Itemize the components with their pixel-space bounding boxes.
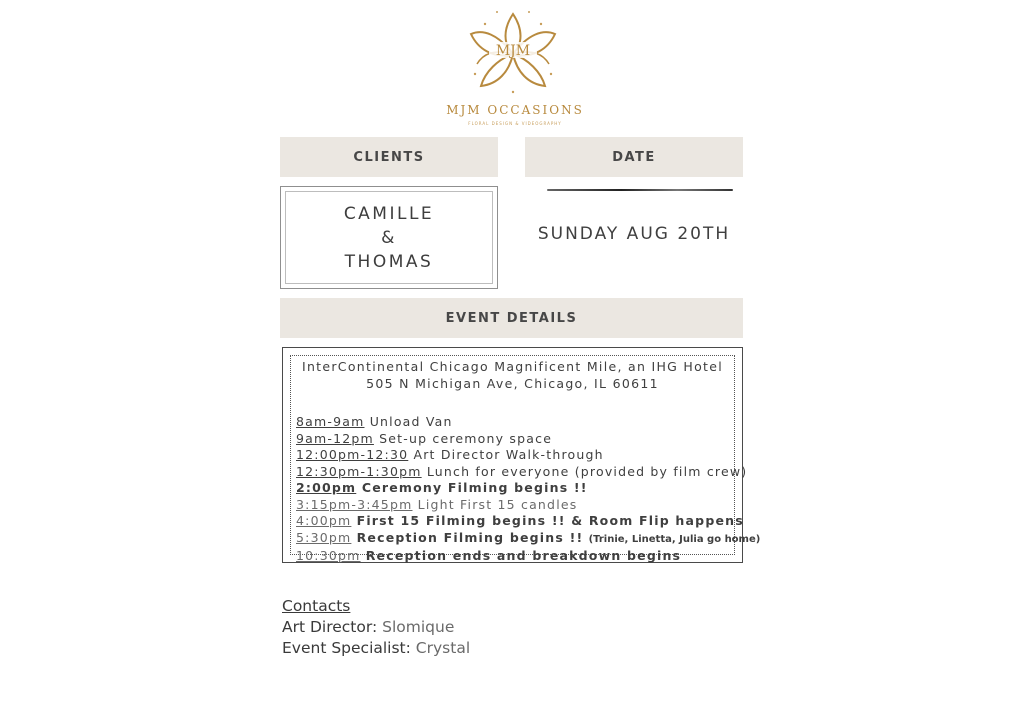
schedule-item (296, 548, 730, 565)
schedule-time: 10:30pm (296, 548, 361, 563)
date-header: DATE (525, 137, 743, 177)
schedule-desc: Art Director Walk-through (413, 447, 604, 462)
schedule-time: 8am-9am (296, 414, 365, 429)
schedule-time: 12:00pm-12:30 (296, 447, 409, 462)
schedule-desc: Unload Van (369, 414, 453, 429)
client-ampersand: & (381, 227, 397, 248)
clients-header: CLIENTS (280, 137, 498, 177)
schedule-time: 9am-12pm (296, 430, 374, 446)
schedule-item (296, 414, 730, 431)
schedule-desc: Reception ends and breakdown begins (365, 548, 682, 563)
contact-label: Event Specialist: (282, 639, 411, 657)
event-details-box (282, 347, 761, 563)
schedule-desc: Light First 15 candles (417, 496, 578, 512)
contact-value: Slomique (382, 618, 455, 636)
schedule-item (296, 447, 730, 464)
schedule-item (296, 497, 730, 514)
schedule-desc: Reception Filming begins !! (356, 529, 584, 545)
schedule-desc: Ceremony Filming begins !! (361, 480, 588, 495)
schedule-item (296, 431, 730, 448)
contacts-title: Contacts (282, 597, 351, 615)
venue-address: 505 N Michigan Ave, Chicago, IL 60611 (366, 376, 659, 391)
client-name-1: CAMILLE (343, 203, 435, 224)
schedule-item (296, 529, 761, 549)
client-name-2: THOMAS (344, 251, 434, 272)
clients-names (285, 191, 493, 284)
venue-name: InterContinental Chicago Magnificent Mile, an IHG Hotel (301, 359, 724, 374)
contact-art-director (282, 617, 470, 638)
svg-text:MJM: MJM (495, 43, 531, 59)
brand-name: MJM OCCASIONS (446, 103, 584, 117)
schedule-item (296, 480, 730, 497)
schedule-time: 12:30pm-1:30pm (296, 463, 422, 479)
brand-logo (0, 0, 1024, 135)
brand-tagline: FLORAL DESIGN & VIDEOGRAPHY (468, 121, 562, 126)
schedule-item (296, 463, 748, 481)
schedule-item (296, 513, 744, 530)
schedule-note: (Trinie, Linetta, Julia go home) (588, 533, 761, 545)
clients-box (280, 186, 498, 289)
schedule-desc: First 15 Filming begins !! & Room Flip happens (356, 513, 744, 528)
schedule-desc: Lunch for everyone (provided by film crew) (426, 463, 748, 479)
lotus-logo-icon (463, 4, 563, 96)
schedule-time: 5:30pm (296, 529, 352, 545)
contacts-section (282, 596, 470, 659)
schedule-list (296, 414, 761, 565)
contact-value: Crystal (415, 639, 471, 657)
schedule-time: 2:00pm (296, 480, 357, 495)
venue (291, 358, 734, 392)
event-details-header: EVENT DETAILS (280, 298, 743, 338)
event-date: SUNDAY AUG 20TH (537, 224, 731, 244)
contact-event-specialist (282, 638, 470, 659)
schedule-time: 3:15pm-3:45pm (296, 496, 413, 512)
schedule-desc: Set-up ceremony space (379, 430, 553, 446)
date-divider (547, 189, 733, 191)
event-details-inner (290, 355, 761, 563)
contact-label: Art Director: (282, 618, 378, 636)
schedule-time: 4:00pm (296, 513, 352, 528)
